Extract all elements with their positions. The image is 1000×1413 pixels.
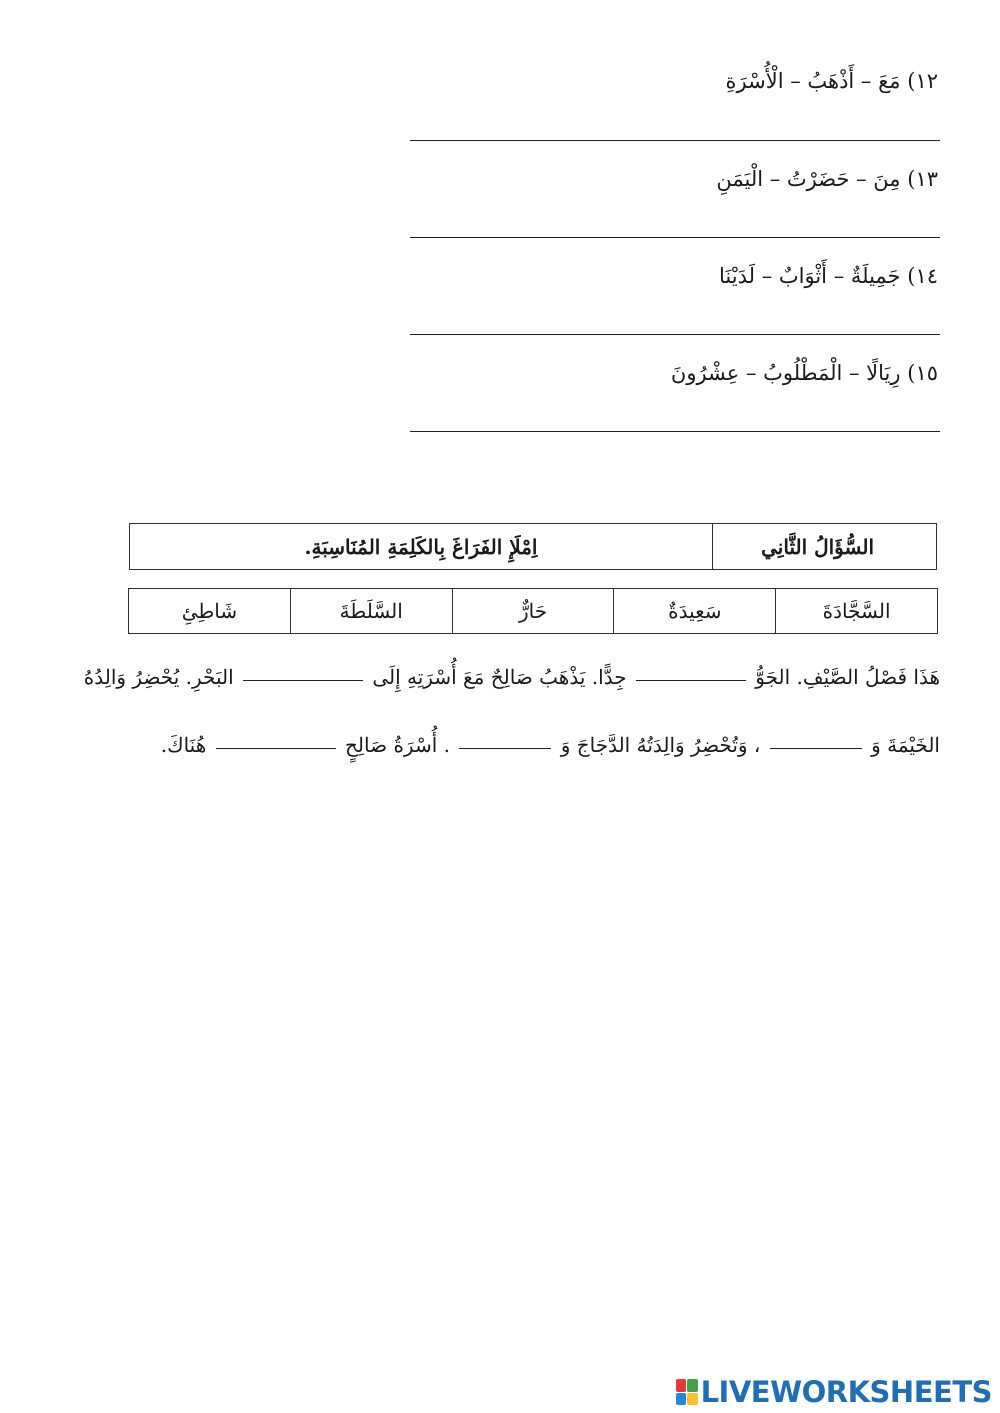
- blank-input-5[interactable]: [212, 737, 336, 757]
- blank-input-2[interactable]: [239, 669, 363, 689]
- question-number: ١٣): [907, 167, 938, 191]
- paragraph-line-1: [40, 662, 940, 692]
- answer-input-15[interactable]: [410, 398, 944, 430]
- paragraph-text: البَحْرِ. يُحْضِرُ وَالِدُهُ: [83, 665, 234, 689]
- answer-line-13: [410, 237, 940, 238]
- blank-input-3[interactable]: [766, 737, 862, 757]
- question-number: ١٥): [907, 361, 938, 385]
- word-bank-item: سَعِيدَةٌ: [613, 589, 775, 633]
- blank-input-4[interactable]: [455, 737, 551, 757]
- blank-5[interactable]: [216, 730, 336, 749]
- word-bank-item: السَّلَطَةَ: [290, 589, 452, 633]
- brand-name: LIVEWORKSHEETS: [700, 1375, 992, 1409]
- liveworksheets-icon: [676, 1379, 698, 1405]
- blank-2[interactable]: [243, 662, 363, 681]
- paragraph-line-2: [40, 730, 940, 760]
- question-15: [408, 358, 938, 388]
- answer-line-15: [410, 431, 940, 432]
- question-14: [408, 261, 938, 291]
- question-two-heading: [129, 523, 937, 570]
- question-number: ١٢): [907, 69, 938, 93]
- word-bank: [128, 588, 938, 634]
- paragraph-text: هُنَاكَ.: [160, 733, 207, 757]
- paragraph-text: جِدًّا. يَذْهَبُ صَالِحٌ مَعَ أُسْرَتِهِ إِلَى: [372, 665, 627, 689]
- question-13: [408, 164, 938, 194]
- answer-input-12[interactable]: [410, 107, 944, 139]
- blank-4[interactable]: [459, 730, 551, 749]
- paragraph-text: هَذَا فَصْلُ الصَّيْفِ. الجَوُّ: [755, 665, 940, 689]
- question-words: مِنَ – حَضَرْتُ – الْيَمَنِ: [716, 167, 901, 191]
- question-number: ١٤): [907, 264, 938, 288]
- word-bank-item: شَاطِئِ: [181, 599, 238, 623]
- liveworksheets-logo: [676, 1375, 992, 1409]
- answer-input-13[interactable]: [410, 204, 944, 236]
- blank-3[interactable]: [770, 730, 862, 749]
- question-words: مَعَ – أَذْهَبُ – الْأُسْرَةِ: [725, 69, 901, 93]
- paragraph-text: ، وَتُحْضِرُ وَالِدَتُهُ الدَّجَاجَ وَ: [560, 733, 761, 757]
- answer-line-14: [410, 334, 940, 335]
- paragraph-text: الخَيْمَةَ وَ: [871, 733, 940, 757]
- question-two-instruction: اِمْلَإِ الفَرَاغَ بِالكَلِمَةِ المُنَاسِبَةِ.: [304, 534, 538, 559]
- word-bank-item: السَّجَّادَةَ: [775, 589, 937, 633]
- answer-input-14[interactable]: [410, 301, 944, 333]
- question-words: رِيَالًا – الْمَطْلُوبُ – عِشْرُونَ: [670, 361, 901, 385]
- blank-1[interactable]: [636, 662, 746, 681]
- answer-line-12: [410, 140, 940, 141]
- blank-input-1[interactable]: [632, 669, 746, 689]
- question-two-label: السُّؤَالُ الثَّانِي: [712, 524, 936, 569]
- question-words: جَمِيلَةٌ – أَثْوَابٌ – لَدَيْنَا: [719, 264, 901, 288]
- paragraph-text: . أُسْرَةُ صَالِحٍ: [345, 733, 450, 757]
- question-12: [408, 66, 938, 96]
- word-bank-item: حَارٌّ: [452, 589, 614, 633]
